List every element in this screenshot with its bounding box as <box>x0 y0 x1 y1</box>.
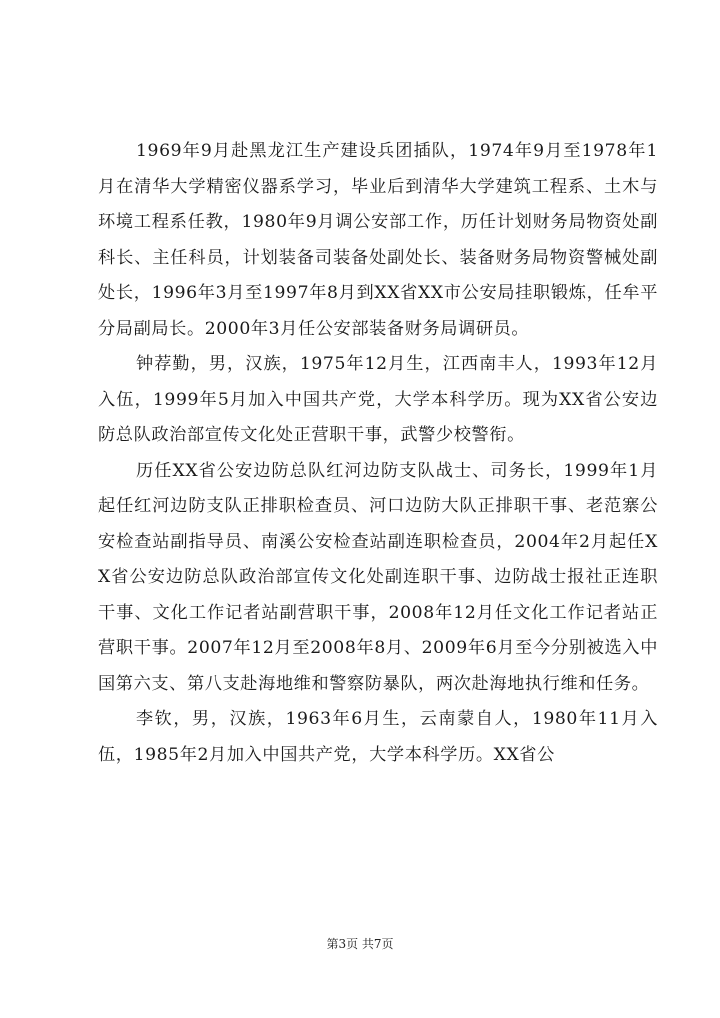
paragraph-1: 1969年9月赴黑龙江生产建设兵团插队，1974年9月至1978年1月在清华大学精密仪器系学习，毕业后到清华大学建筑工程系、土木与环境工程系任教，1980年9月调公安部工作，历任计划财务局物资处副科长、主任科员，计划装备司装备处副处长、装备财务局物资警械处副处长，1996年3月至1997年8月到XX省XX市公安局挂职锻炼，任牟平分局副局长。2000年3月任公安部装备财务局调研员。 <box>98 141 658 339</box>
paragraph-3: 历任XX省公安边防总队红河边防支队战士、司务长，1999年1月起任红河边防支队正排职检查员、河口边防大队正排职干事、老范寨公安检查站副指导员、南溪公安检查站副连职检查员，2004年2月起任XX省公安边防总队政治部宣传文化处副连职干事、边防战士报社正连职干事、文化工作记者站副营职干事，2008年12月任文化工作记者站正营职干事。2007年12月至2008年8月、2009年6月至今分别被选入中国第六支、第八支赴海地维和警察防暴队，两次赴海地执行维和任务。 <box>98 460 658 694</box>
paragraph-2: 钟荐勤，男，汉族，1975年12月生，江西南丰人，1993年12月入伍，1999年5月加入中国共产党，大学本科学历。现为XX省公安边防总队政治部宣传文化处正营职干事，武警少校警衔。 <box>98 354 658 445</box>
paragraph-4: 李钦，男，汉族，1963年6月生，云南蒙自人，1980年11月入伍，1985年2月加入中国共产党，大学本科学历。XX省公 <box>98 709 658 765</box>
page-number-footer: 第3页 共7页 <box>326 937 394 951</box>
document-body <box>98 134 658 773</box>
